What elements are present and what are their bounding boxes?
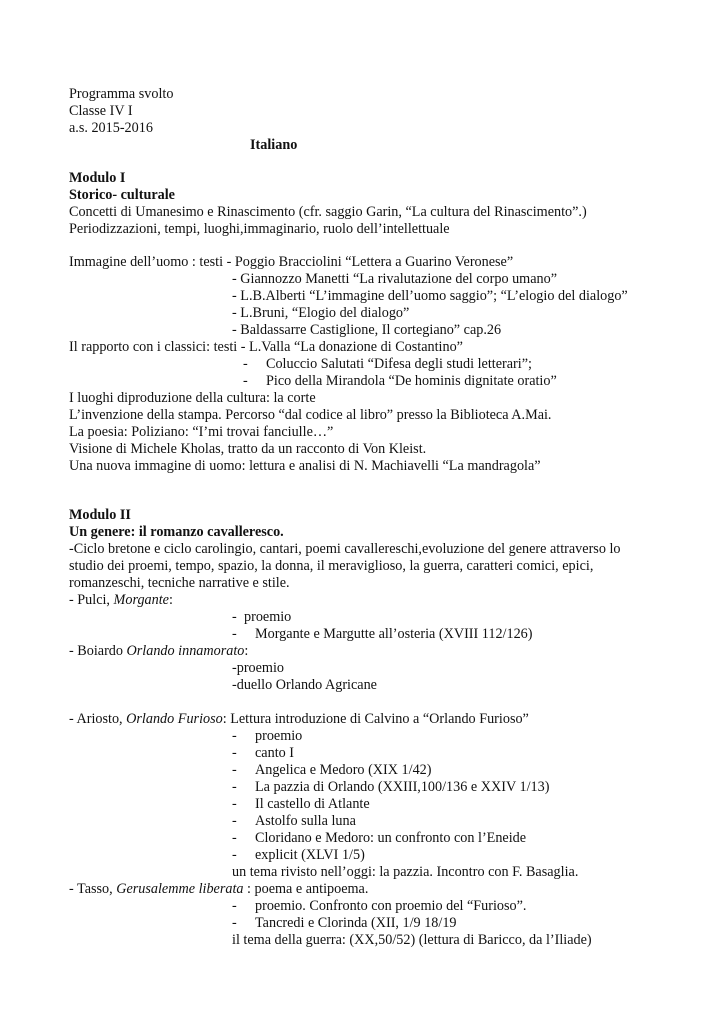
dash-bullet: - (243, 373, 248, 389)
tasso-line (69, 881, 368, 898)
author-label: - Pulci, (69, 592, 114, 608)
ariosto-item: Cloridano e Medoro: un confronto con l’Eneide (255, 830, 527, 846)
ariosto-item: canto I (255, 745, 294, 761)
work-title: Morgante (113, 592, 169, 608)
module-2-intro-line: studio dei proemi, tempo, spazio, la donna, il meraviglioso, la guerra, caratteri comici, epici, (69, 558, 594, 574)
work-title: Orlando innamorato (126, 643, 245, 659)
module-1-line: L’invenzione della stampa. Percorso “dal codice al libro” presso la Biblioteca A.Mai. (69, 407, 552, 423)
author-label: - Boiardo (69, 643, 127, 659)
author-label: - Tasso, (69, 881, 117, 897)
classici-heading-line: Il rapporto con i classici: testi - L.Valla “La donazione di Costantino” (69, 339, 463, 355)
ariosto-item: Il castello di Atlante (255, 796, 370, 812)
module-1-line: Una nuova immagine di uomo: lettura e analisi di N. Machiavelli “La mandragola” (69, 458, 541, 474)
boiardo-item: -proemio (232, 660, 285, 676)
dash-bullet: - (232, 745, 237, 761)
immagine-item: - L.Bruni, “Elogio del dialogo” (232, 305, 410, 321)
tasso-item: proemio. Confronto con proemio del “Furioso”. (255, 898, 527, 914)
dash-bullet: - (232, 626, 237, 642)
ariosto-item: proemio (255, 728, 303, 744)
tasso-item: Tancredi e Clorinda (XII, 1/9 18/19 (255, 915, 457, 931)
immagine-item: - L.B.Alberti “L’immagine dell’uomo saggio”; “L’elogio del dialogo” (232, 288, 628, 304)
subject-title: Italiano (250, 137, 298, 153)
module-2-title: Modulo II (69, 507, 131, 523)
module-1-intro-line: Periodizzazioni, tempi, luoghi,immaginario, ruolo dell’intellettuale (69, 221, 450, 237)
dash-bullet: - (232, 813, 237, 829)
dash-bullet: - (232, 762, 237, 778)
work-suffix: : poema e antipoema. (243, 881, 369, 897)
ariosto-item: explicit (XLVI 1/5) (255, 847, 365, 863)
immagine-heading-line: Immagine dell’uomo : testi - Poggio Bracciolini “Lettera a Guarino Veronese” (69, 254, 514, 270)
dash-bullet: - (232, 728, 237, 744)
author-label: - Ariosto, (69, 711, 127, 727)
boiardo-line (69, 643, 248, 660)
tasso-note: il tema della guerra: (XX,50/52) (lettura di Baricco, da l’Iliade) (232, 932, 592, 948)
pulci-item: proemio (244, 609, 292, 625)
module-1-line: I luoghi diproduzione della cultura: la corte (69, 390, 316, 406)
work-suffix: : (244, 643, 249, 659)
boiardo-item: -duello Orlando Agricane (232, 677, 377, 693)
module-1-subtitle: Storico- culturale (69, 187, 175, 203)
header-line: Programma svolto (69, 86, 174, 102)
classici-item: Coluccio Salutati “Difesa degli studi letterari”; (266, 356, 532, 372)
module-2-intro-line: -Ciclo bretone e ciclo carolingio, cantari, poemi cavallereschi,evoluzione del genere attraverso lo (69, 541, 621, 557)
dash-bullet: - (232, 779, 237, 795)
module-2-intro-line: romanzeschi, tecniche narrative e stile. (69, 575, 290, 591)
module-1-line: Visione di Michele Kholas, tratto da un racconto di Von Kleist. (69, 441, 427, 457)
work-title: Gerusalemme liberata (116, 881, 244, 897)
ariosto-line (69, 711, 529, 728)
ariosto-item: Angelica e Medoro (XIX 1/42) (255, 762, 432, 778)
class-line: Classe IV I (69, 103, 133, 119)
dash-bullet: - (232, 609, 237, 625)
module-2-subtitle: Un genere: il romanzo cavalleresco. (69, 524, 284, 540)
classici-item: Pico della Mirandola “De hominis dignitate oratio” (266, 373, 557, 389)
dash-bullet: - (232, 830, 237, 846)
ariosto-note: un tema rivisto nell’oggi: la pazzia. Incontro con F. Basaglia. (232, 864, 579, 880)
module-1-intro-line: Concetti di Umanesimo e Rinascimento (cfr. saggio Garin, “La cultura del Rinascimento”.) (69, 204, 587, 220)
module-1-line: La poesia: Poliziano: “I’mi trovai fanciulle…” (69, 424, 334, 440)
work-title: Orlando Furioso (126, 711, 223, 727)
immagine-item: - Giannozzo Manetti “La rivalutazione del corpo umano” (232, 271, 557, 287)
work-suffix: : Lettura introduzione di Calvino a “Orlando Furioso” (222, 711, 529, 727)
dash-bullet: - (232, 796, 237, 812)
module-1-title: Modulo I (69, 170, 126, 186)
immagine-item: - Baldassarre Castiglione, Il cortegiano” cap.26 (232, 322, 502, 338)
ariosto-item: Astolfo sulla luna (255, 813, 356, 829)
pulci-line (69, 592, 173, 609)
dash-bullet: - (243, 356, 248, 372)
pulci-item: Morgante e Margutte all’osteria (XVIII 112/126) (255, 626, 533, 642)
dash-bullet: - (232, 915, 237, 931)
dash-bullet: - (232, 847, 237, 863)
ariosto-item: La pazzia di Orlando (XXIII,100/136 e XXIV 1/13) (255, 779, 550, 795)
school-year-line: a.s. 2015-2016 (69, 120, 153, 136)
dash-bullet: - (232, 898, 237, 914)
work-suffix: : (168, 592, 173, 608)
